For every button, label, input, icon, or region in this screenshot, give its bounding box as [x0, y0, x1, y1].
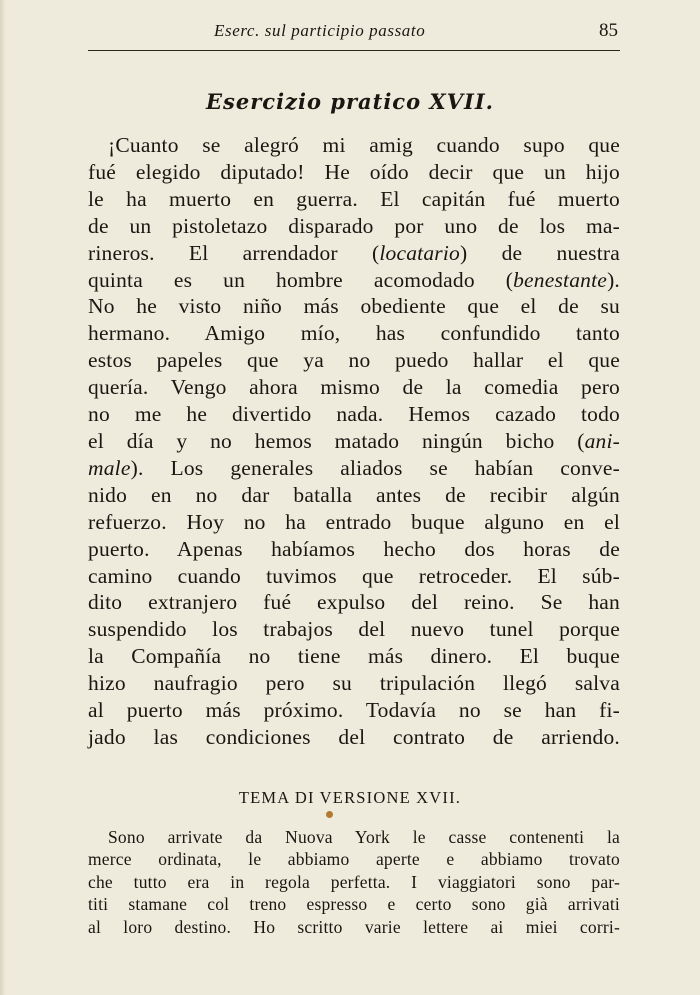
exercise-text [88, 132, 620, 751]
text-line: quería. Vengo ahora mismo de la comedia pero [88, 375, 620, 400]
text-line: male). Los generales aliados se habían conve- [88, 455, 620, 480]
text-line: la Compañía no tiene más dinero. El buque [88, 644, 620, 669]
text-line: fué elegido diputado! He oído decir que un hijo [88, 159, 620, 184]
text-line: nido en no dar batalla antes de recibir algún [88, 482, 620, 507]
text-line: hizo naufragio pero su tripulación llegó salva [88, 671, 620, 696]
text-line: No he visto niño más obediente que el de su [88, 294, 620, 319]
tema-text [88, 826, 620, 938]
text-line: le ha muerto en guerra. El capitán fué muerto [88, 186, 620, 211]
text-line: de un pistoletazo disparado por uno de los ma- [88, 213, 620, 238]
text-line: dito extranjero fué expulso del reino. Se han [88, 590, 620, 615]
text-line: suspendido los trabajos del nuevo tunel porque [88, 617, 620, 642]
exercise-title: Esercizio pratico XVII. [206, 89, 494, 114]
text-line: titi stamane col treno espresso e certo sono già arrivati [88, 894, 620, 915]
section-title: TEMA DI VERSIONE XVII. [238, 788, 462, 807]
text-line: estos papeles que ya no puedo hallar el que [88, 348, 620, 373]
ornament-dot [326, 811, 333, 818]
running-header [88, 20, 620, 51]
italic-gloss: locatario [379, 240, 460, 265]
text-line: refuerzo. Hoy no ha entrado buque alguno en el [88, 509, 620, 534]
text-line: hermano. Amigo mío, has confundido tanto [88, 321, 620, 346]
text-line: rineros. El arrendador (locatario) de nuestra [88, 240, 620, 265]
text-line: jado las condiciones del contrato de arriendo. [88, 724, 620, 749]
text-line: ¡Cuanto se alegró mi amig cuando supo que [108, 133, 620, 157]
text-line: el día y no hemos matado ningún bicho (ani- [88, 428, 620, 453]
running-title: Eserc. sul participio passato [214, 21, 426, 40]
text-line: al loro destino. Ho scritto varie lettere ai miei corri- [88, 916, 620, 937]
page-edge [0, 0, 6, 995]
text-line: merce ordinata, le abbiamo aperte e abbiamo trovato [88, 849, 620, 870]
text-line: no me he divertido nada. Hemos cazado todo [88, 402, 620, 427]
italic-gloss: male [88, 455, 131, 480]
text-line: che tutto era in regola perfetta. I viaggiatori sono par- [88, 871, 620, 892]
text-line: al puerto más próximo. Todavía no se han fi- [88, 698, 620, 723]
text-line: puerto. Apenas habíamos hecho dos horas de [88, 536, 620, 561]
text-line: quinta es un hombre acomodado (benestante). [88, 267, 620, 292]
italic-gloss: ani- [584, 428, 620, 453]
text-line: Sono arrivate da Nuova York le casse contenenti la [108, 827, 620, 847]
italic-gloss: benestante [513, 267, 608, 292]
page-number: 85 [599, 20, 618, 41]
text-line: camino cuando tuvimos que retroceder. El súb- [88, 563, 620, 588]
